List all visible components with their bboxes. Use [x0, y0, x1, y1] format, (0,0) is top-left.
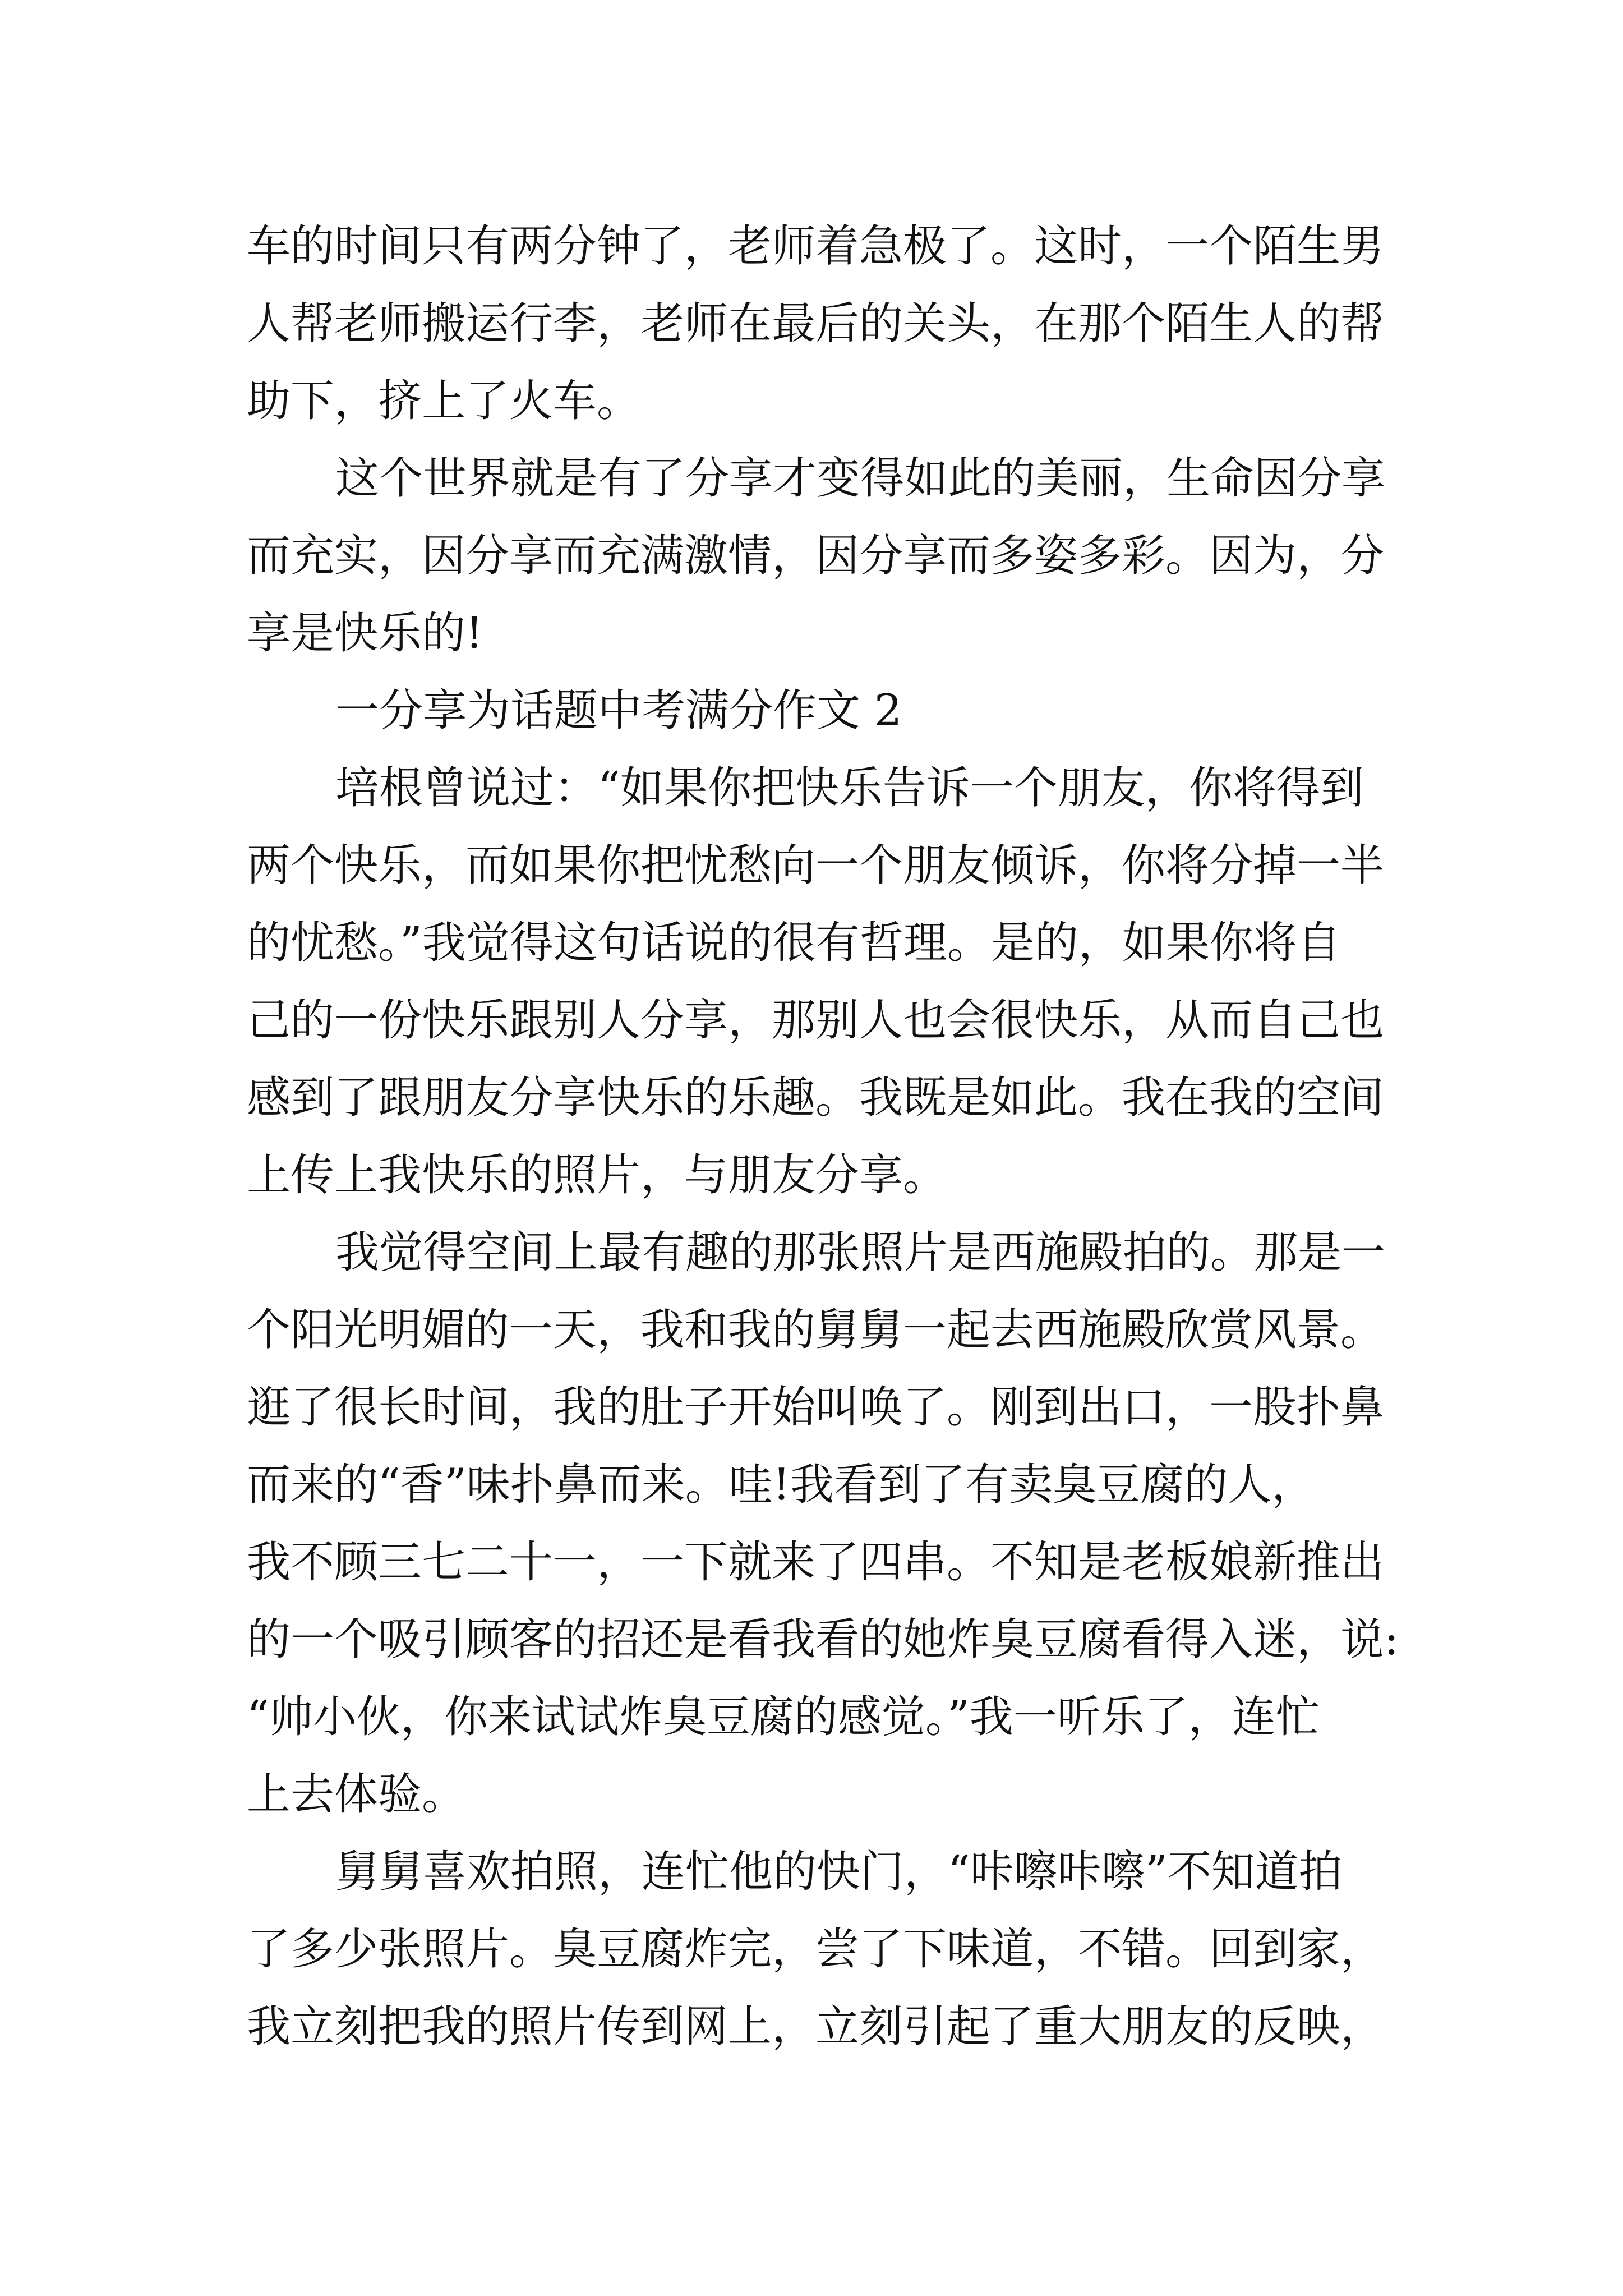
text-line: 车的时间只有两分钟了，老师着急极了。这时，一个陌生男: [247, 221, 1385, 272]
text-line: 逛了很长时间，我的肚子开始叫唤了。刚到出口，一股扑鼻: [247, 1382, 1385, 1433]
text-line: 的忧愁。”我觉得这句话说的很有哲理。是的，如果你将自: [247, 918, 1341, 968]
text-line: 而来的“香”味扑鼻而来。哇!我看到了有卖臭豆腐的人，: [247, 1460, 1316, 1510]
text-line: 我不顾三七二十一，一下就来了四串。不知是老板娘新推出: [247, 1537, 1385, 1588]
paragraph-first-line: 这个世界就是有了分享才变得如此的美丽，生命因分享: [335, 453, 1386, 504]
body-text: [247, 208, 1399, 2065]
text-line: “帅小伙，你来试试炸臭豆腐的感觉。”我一听乐了，连忙: [247, 1692, 1320, 1742]
section-heading: 一分享为话题中考满分作文 2: [335, 685, 902, 736]
text-line: 己的一份快乐跟别人分享，那别人也会很快乐，从而自己也: [247, 995, 1385, 1046]
text-line: 人帮老师搬运行李，老师在最后的关头，在那个陌生人的帮: [247, 298, 1385, 349]
text-line: 享是快乐的!: [247, 608, 483, 659]
text-line: 个阳光明媚的一天，我和我的舅舅一起去西施殿欣赏风景。: [247, 1305, 1385, 1355]
paragraph-first-line: 我觉得空间上最有趣的那张照片是西施殿拍的。那是一: [335, 1227, 1386, 1278]
text-line: 上去体验。: [247, 1769, 466, 1820]
text-line: 上传上我快乐的照片，与朋友分享。: [247, 1150, 947, 1200]
text-line: 我立刻把我的照片传到网上，立刻引起了重大朋友的反映，: [247, 2001, 1385, 2052]
text-line: 了多少张照片。臭豆腐炸完，尝了下味道，不错。回到家，: [247, 1924, 1385, 1975]
text-line: 助下，挤上了火车。: [247, 376, 641, 426]
paragraph-first-line: 舅舅喜欢拍照，连忙他的快门，“咔嚓咔嚓”不知道拍: [335, 1847, 1343, 1897]
text-line: 两个快乐，而如果你把忧愁向一个朋友倾诉，你将分掉一半: [247, 840, 1385, 891]
text-line: 而充实，因分享而充满激情，因分享而多姿多彩。因为，分: [247, 531, 1385, 581]
text-line: 的一个吸引顾客的招还是看我看的她炸臭豆腐看得入迷，说:: [247, 1614, 1399, 1665]
text-line: 感到了跟朋友分享快乐的乐趣。我既是如此。我在我的空间: [247, 1073, 1385, 1123]
paragraph-first-line: 培根曾说过：“如果你把快乐告诉一个朋友，你将得到: [335, 763, 1364, 813]
